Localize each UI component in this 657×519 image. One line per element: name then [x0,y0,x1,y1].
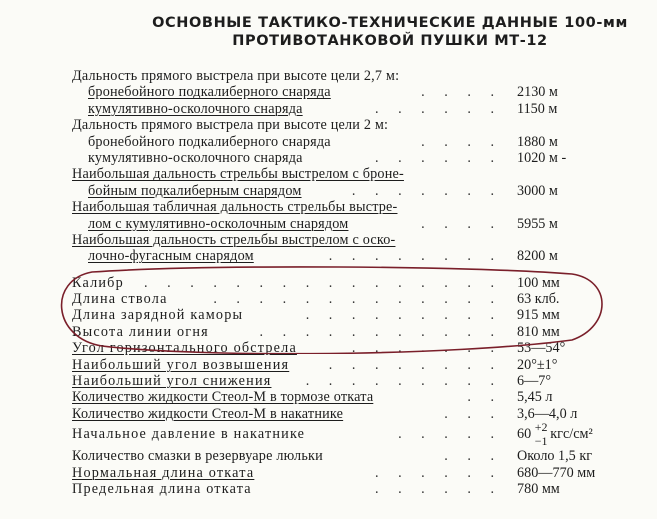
leader-dots: . . . . . . . . . . . . . [213,291,502,308]
spec-row [72,232,632,248]
leader-dots: . . . . . . . . . . . . . . . . [144,274,502,291]
spec-row [72,166,632,182]
spec-label: Угол горизонтального обстрела [72,340,297,357]
spec-row [72,340,632,356]
leader-dots: . . . . . . . . . . . [259,323,502,340]
spec-row [72,199,632,215]
leader-dots: . . . . . . . . [328,356,502,373]
spec-value: 1020 м - [517,149,567,166]
leader-dots: . . . . [421,84,502,101]
spec-value: 915 мм [517,307,560,324]
spec-value: 6—7° [517,373,552,390]
spec-row [72,307,632,323]
document-title [140,14,640,50]
spec-value: 5,45 л [517,389,553,406]
leader-dots: . . . . . . . [351,182,502,199]
leader-dots: . . . . . . . . . [305,307,502,324]
leader-dots: . . [467,389,502,406]
spec-row [72,150,632,166]
spec-row [72,101,632,117]
spec-row [72,248,632,264]
spec-label: Количество жидкости Стеол-М в тормозе отката [72,389,374,406]
spec-value: 20°±1° [517,356,558,373]
spec-row [72,373,632,389]
leader-dots: . . . . . [398,426,502,443]
spec-value: 63 клб. [517,291,560,308]
spec-value: 1880 м [517,133,558,150]
spec-label: Предельная длина отката [72,480,252,497]
spec-value: 1150 м [517,100,558,117]
spec-value: 3000 м [517,182,558,199]
spec-row [72,291,632,307]
leader-dots: . . . . . . . [351,340,502,357]
spec-label: Количество жидкости Стеол-М в накатнике [72,405,344,422]
spec-label: Наибольший угол снижения [72,373,272,390]
spec-label: Наибольшая дальность стрельбы выстрелом с броне- [72,166,404,183]
spec-label: Длина ствола [72,291,168,308]
spec-row [72,465,632,481]
title-line-1: ОСНОВНЫЕ ТАКТИКО-ТЕХНИЧЕСКИЕ ДАННЫЕ 100-мм [152,15,628,31]
spec-row [72,420,632,449]
spec-row [72,216,632,232]
spec-label: Нормальная длина отката [72,464,255,481]
spec-row [72,117,632,133]
spec-label: Наибольшая дальность стрельбы выстрелом с оско- [72,231,396,248]
spec-row [72,84,632,100]
leader-dots: . . . [444,405,502,422]
spec-value: 60 +2 −1 кгс/см² [517,420,593,449]
spec-row [72,275,632,291]
leader-dots: . . . . . . . . . [305,373,502,390]
spec-label: Наибольший угол возвышения [72,356,290,373]
spec-label: бронебойного подкалиберного снаряда [88,133,331,150]
spec-row [72,481,632,497]
spec-label: Высота линии огня [72,323,209,340]
spec-label: Наибольшая табличная дальность стрельбы выстре- [72,199,398,216]
leader-dots: . . . . . . [374,100,502,117]
spec-label: бойным подкалиберным снарядом [88,182,302,199]
spec-row [72,406,632,422]
spec-row [72,134,632,150]
tolerance: +2 −1 [534,420,548,449]
leader-dots: . . . . . . [374,149,502,166]
leader-dots: . . . . . . [374,464,502,481]
spec-label: лочно-фугасным снарядом [88,248,254,265]
spec-row [72,183,632,199]
spec-row [72,448,632,464]
spec-row [72,324,632,340]
spec-value: 680—770 мм [517,464,596,481]
title-line-2: ПРОТИВОТАНКОВОЙ ПУШКИ МТ-12 [232,33,548,49]
leader-dots: . . . . . . . . [328,248,502,265]
leader-dots: . . . . [421,133,502,150]
spec-label: Количество смазки в резервуаре люльки [72,448,323,465]
spec-label: лом с кумулятивно-осколочным снарядом [88,215,349,232]
spec-value: 810 мм [517,323,560,340]
spec-row [72,68,632,84]
leader-dots: . . . [444,448,502,465]
spec-label: кумулятивно-осколочного снаряда [88,149,303,166]
spec-value: 8200 м [517,248,558,265]
leader-dots: . . . . . . [374,480,502,497]
spec-row [72,357,632,373]
spec-value: 3,6—4,0 л [517,405,578,422]
specs-list [72,68,632,497]
spec-label: Начальное давление в накатнике [72,426,306,443]
leader-dots: . . . . [421,215,502,232]
spec-value: Около 1,5 кг [517,448,593,465]
spec-value: 2130 м [517,84,558,101]
spec-value: 53—54° [517,340,566,357]
spec-row [72,389,632,405]
spec-value: 5955 м [517,215,558,232]
spec-label: Длина зарядной каморы [72,307,244,324]
spec-value: 100 мм [517,274,560,291]
spec-label: Дальность прямого выстрела при высоте цели 2,7 м: [72,68,400,84]
spec-value: 780 мм [517,480,560,497]
spec-label: кумулятивно-осколочного снаряда [88,100,303,117]
spec-label: Калибр [72,274,124,291]
spec-label: бронебойного подкалиберного снаряда [88,84,331,101]
spec-label: Дальность прямого выстрела при высоте цели 2 м: [72,117,389,134]
